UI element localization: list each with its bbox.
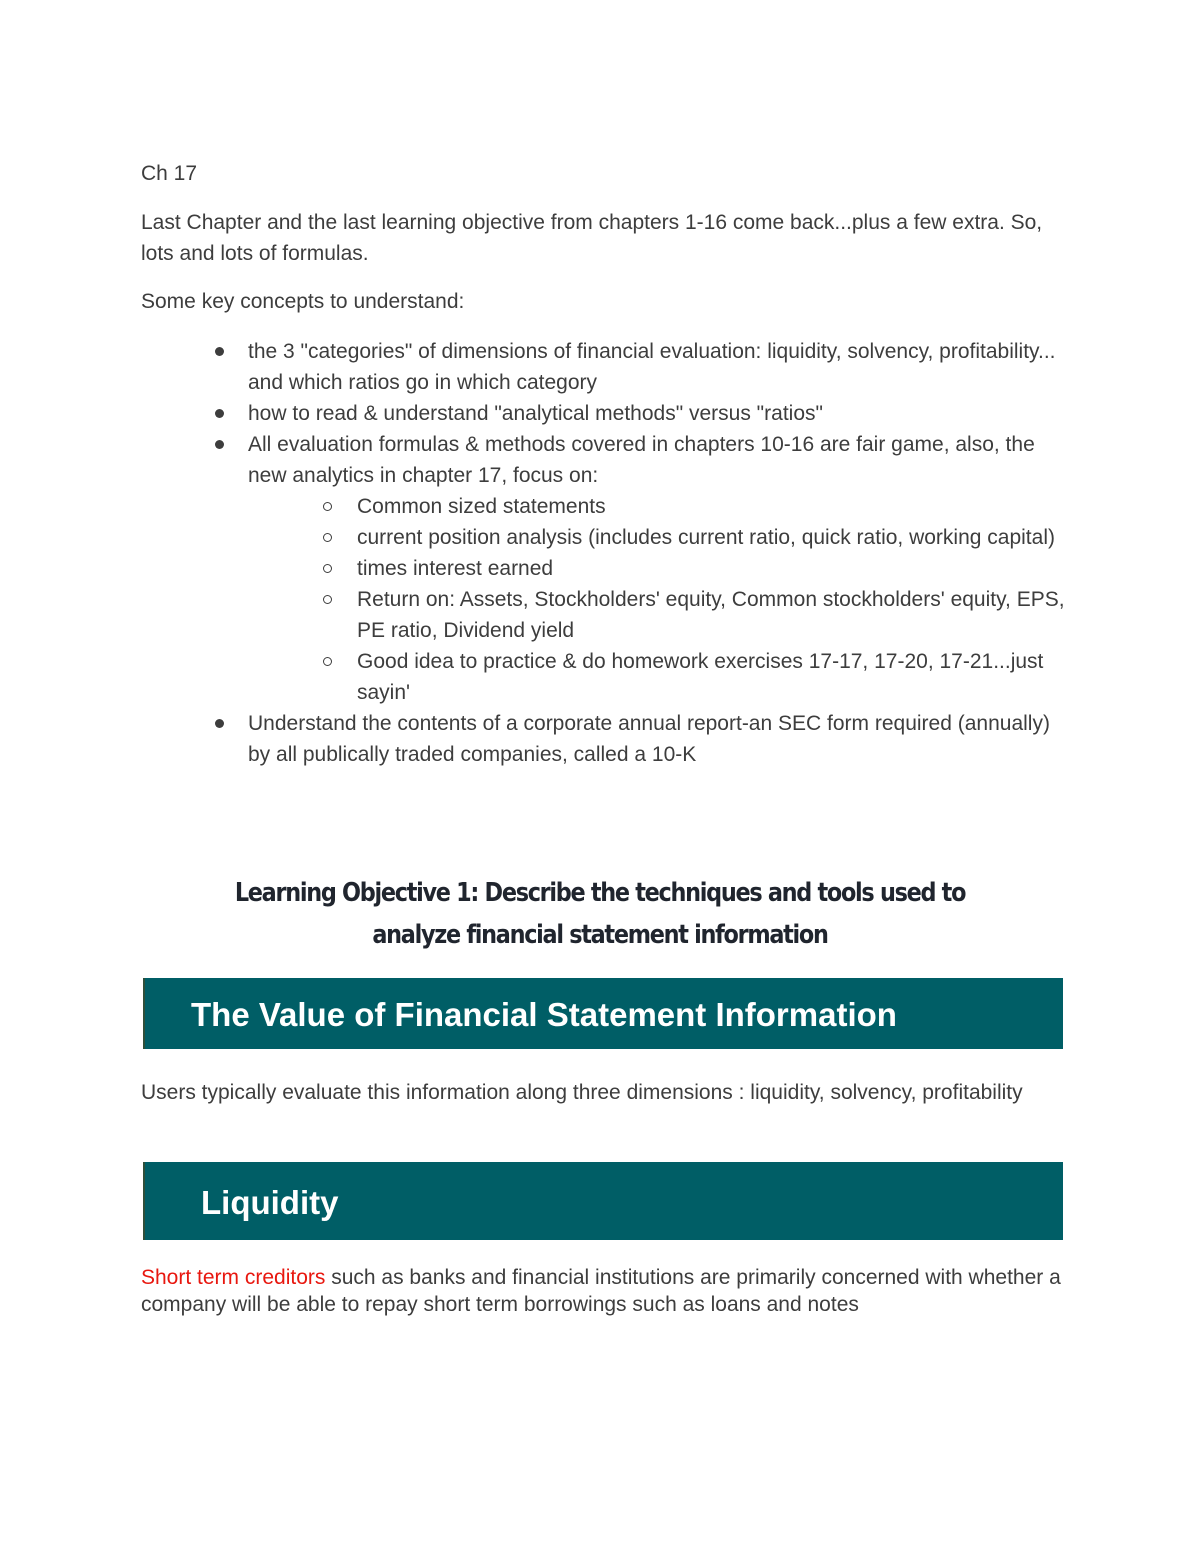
list-item-text: All evaluation formulas & methods covered in chapters 10-16 are fair game, also, the new analytics in chapter 17, focus on: <box>248 433 1035 487</box>
list-item-text: how to read & understand "analytical methods" versus "ratios" <box>248 402 823 425</box>
key-concepts-list <box>141 336 1071 770</box>
value-banner <box>143 978 1063 1049</box>
bullet-ring-icon <box>323 564 332 573</box>
sub-list-item <box>141 522 1071 553</box>
creditors-text: such as banks and financial institutions are primarily concerned with whether a company will be able to repay short term borrowings such as loans and notes <box>141 1266 1061 1316</box>
intro-paragraph: Last Chapter and the last learning objective from chapters 1-16 come back...plus a few extra. So, lots and lots of formulas. <box>141 211 1043 265</box>
key-concepts-heading: Some key concepts to understand: <box>141 290 465 313</box>
sub-list-item-text: Good idea to practice & do homework exercises 17-17, 17-20, 17-21...just sayin' <box>357 650 1044 704</box>
liquidity-banner <box>143 1162 1063 1240</box>
bullet-ring-icon <box>323 533 332 542</box>
creditors-paragraph <box>141 1264 1071 1318</box>
sub-list-item <box>141 553 1071 584</box>
list-item-text: the 3 "categories" of dimensions of financial evaluation: liquidity, solvency, profitability... and which ratios go in which category <box>248 340 1056 394</box>
bullet-dot-icon <box>215 719 224 728</box>
bullet-ring-icon <box>323 595 332 604</box>
sub-list-item-text: Common sized statements <box>357 495 606 518</box>
list-item <box>141 398 1071 429</box>
creditors-highlight: Short term creditors <box>141 1266 326 1289</box>
chapter-label: Ch 17 <box>141 162 198 185</box>
bullet-dot-icon <box>215 409 224 418</box>
list-item <box>141 429 1071 708</box>
bullet-dot-icon <box>215 347 224 356</box>
sub-list-item-text: Return on: Assets, Stockholders' equity, Common stockholders' equity, EPS, PE ratio, Dividend yield <box>357 588 1065 642</box>
sub-list-item-text: current position analysis (includes current ratio, quick ratio, working capital) <box>357 526 1055 549</box>
list-item-text: Understand the contents of a corporate annual report-an SEC form required (annually) by all publically traded companies, called a 10-K <box>248 712 1050 766</box>
bullet-dot-icon <box>215 440 224 449</box>
bullet-ring-icon <box>323 502 332 511</box>
value-banner-title: The Value of Financial Statement Information <box>191 996 897 1033</box>
learning-objective-heading: Learning Objective 1: Describe the techniques and tools used to analyze financial statement information <box>234 878 966 950</box>
liquidity-banner-title: Liquidity <box>201 1184 339 1221</box>
users-paragraph: Users typically evaluate this information along three dimensions : liquidity, solvency, profitability <box>141 1081 1023 1104</box>
sub-list-item <box>141 646 1071 708</box>
sub-list-item-text: times interest earned <box>357 557 554 580</box>
sub-list-item <box>141 584 1071 646</box>
list-item <box>141 708 1071 770</box>
sub-list <box>248 491 1071 708</box>
list-item <box>141 336 1071 398</box>
bullet-ring-icon <box>323 657 332 666</box>
sub-list-item <box>141 491 1071 522</box>
